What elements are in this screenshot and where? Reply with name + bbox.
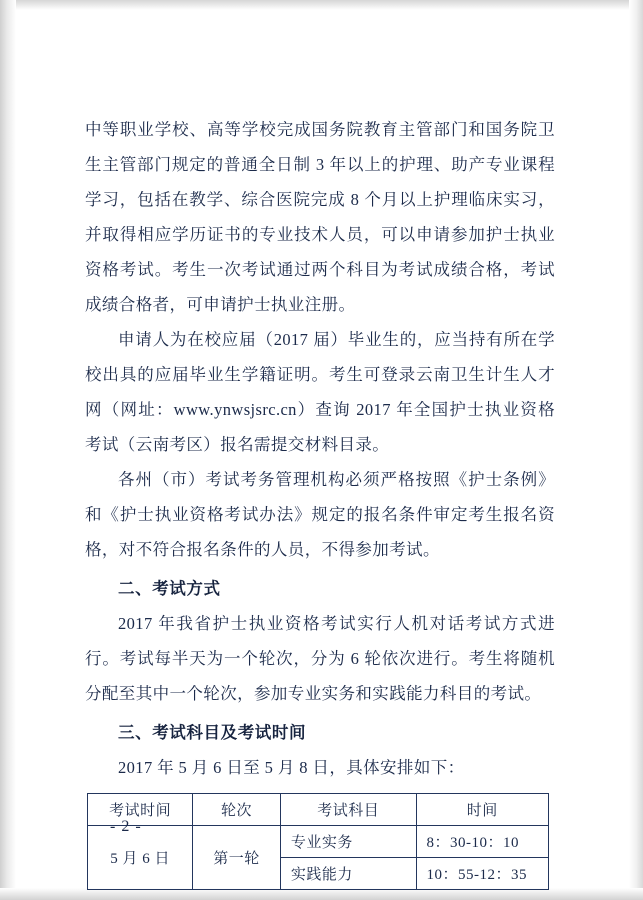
paragraph-3: 各州（市）考试考务管理机构必须严格按照《护士条例》和《护士执业资格考试办法》规定的报名条件审定考生报名资格，对不符合报名条件的人员，不得参加考试。 — [85, 470, 555, 559]
paragraph-1: 中等职业学校、高等学校完成国务院教育主管部门和国务院卫生主管部门规定的普通全日制 3 年以上的护理、助产专业课程学习，包括在教学、综合医院完成 8 个月以上护理临床实习，并取得相应学历证书的专业技术人员，可以申请参加护士执业资格考试。考生一次考试通过两个科目为考试成绩合格，考试成绩合格者，可申请护士执业注册。 — [85, 120, 555, 314]
table-header-cell-date: 考试时间 — [88, 794, 193, 826]
table-cell-subject-2: 实践能力 — [280, 858, 416, 890]
table-header-cell-time: 时间 — [416, 794, 548, 826]
scan-edge-top — [0, 0, 643, 10]
section-three-heading: 三、考试科目及考试时间 — [118, 723, 307, 742]
table-cell-time-1: 8：30-10：10 — [416, 826, 548, 858]
table-header-cell-round: 轮次 — [193, 794, 281, 826]
page-number: - 2 - — [110, 818, 142, 835]
document-body — [85, 112, 555, 890]
table-cell-subject-1: 专业实务 — [280, 826, 416, 858]
table-header-row — [88, 794, 549, 826]
scan-edge-left — [0, 0, 16, 900]
paragraph-2: 申请人为在校应届（2017 届）毕业生的，应当持有所在学校出具的应届毕业生学籍证明。考生可登录云南卫生计生人才网（网址：www.ynwsjsrc.cn）查询 2017 年全国护士执业资格考试（云南考区）报名需提交材料目录。 — [85, 330, 555, 454]
table-header-cell-subject: 考试科目 — [280, 794, 416, 826]
table-row — [88, 826, 549, 858]
table-cell-time-2: 10：55-12：35 — [416, 858, 548, 890]
section-two-heading: 二、考试方式 — [118, 579, 221, 598]
scan-edge-right — [629, 0, 643, 900]
section-two-paragraph: 2017 年我省护士执业资格考试实行人机对话考试方式进行。考试每半天为一个轮次，分为 6 轮依次进行。考生将随机分配至其中一个轮次，参加专业实务和实践能力科目的考试。 — [85, 614, 555, 703]
exam-schedule-table — [87, 793, 549, 890]
table-cell-date: 5 月 6 日 — [88, 826, 193, 890]
table-cell-round: 第一轮 — [193, 826, 281, 890]
section-three-paragraph: 2017 年 5 月 6 日至 5 月 8 日，具体安排如下： — [118, 758, 465, 777]
